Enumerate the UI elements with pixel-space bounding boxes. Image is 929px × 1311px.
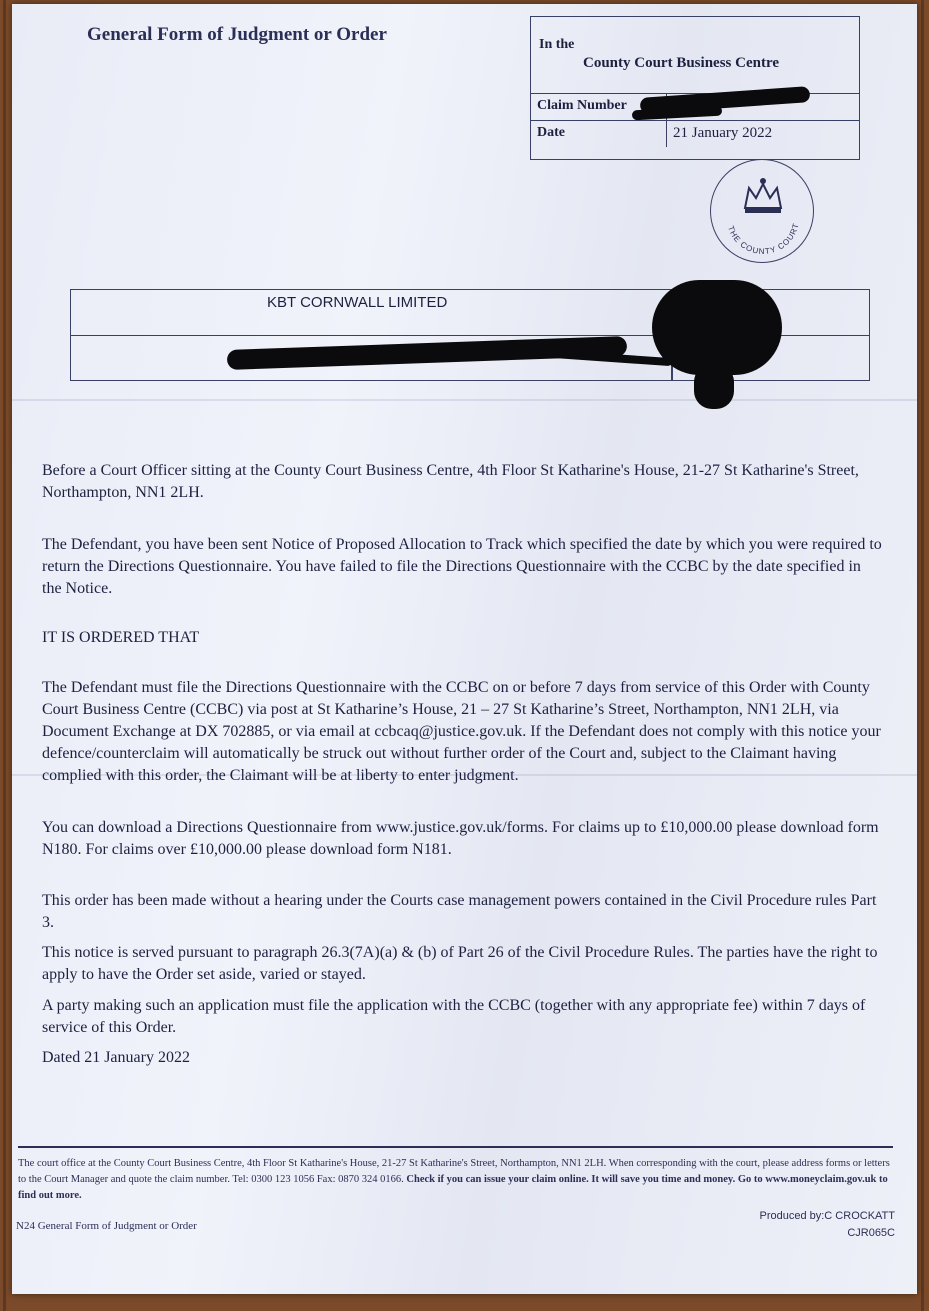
court-label: In the	[539, 37, 575, 52]
ordered-heading: IT IS ORDERED THAT	[42, 629, 200, 646]
dated-line: Dated 21 January 2022	[42, 1049, 190, 1066]
no-hearing-paragraph: This order has been made without a hearing under the Courts case management powers contained in the Civil Procedure rules Part 3.	[42, 892, 877, 931]
document-title: General Form of Judgment or Order	[87, 24, 387, 45]
court-name: County Court Business Centre	[583, 55, 779, 71]
served-paragraph: This notice is served pursuant to paragraph 26.3(7A)(a) & (b) of Part 26 of the Civil Procedure Rules. The parties have the right to apply to have the Order set aside, varied or stayed.	[42, 944, 878, 983]
footer-bold-text: Check if you can issue your claim online. It will save you time and money. Go to www.moneyclaim.gov.uk to find out more.	[18, 1174, 888, 1201]
order-document	[12, 4, 917, 1294]
notice-paragraph: The Defendant, you have been sent Notice of Proposed Allocation to Track which specified the date by which you were required to return the Directions Questionnaire. You have failed to file the Directions Questionnaire with the CCBC by the date specified in the Notice.	[42, 536, 882, 597]
form-reference: CJR065C	[847, 1227, 895, 1239]
redaction-mark	[652, 280, 782, 375]
redaction-mark	[694, 364, 734, 409]
footer-note	[18, 1156, 898, 1204]
intro-paragraph: Before a Court Officer sitting at the County Court Business Centre, 4th Floor St Katharine's House, 21-27 St Katharine's Street, Northampton, NN1 2LH.	[42, 462, 859, 501]
download-paragraph: You can download a Directions Questionnaire from www.justice.gov.uk/forms. For claims up to £10,000.00 please download form N180. For claims over £10,000.00 please download form N181.	[42, 819, 879, 858]
order-paragraph: The Defendant must file the Directions Questionnaire with the CCBC on or before 7 days from service of this Order with County Court Business Centre (CCBC) via post at St Katharine’s House, 21 – 27 St Katharine’s Street, Northampton, NN1 2LH, via Document Exchange at DX 702885, or via email at ccbcaq@justice.gov.uk. If the Defendant does not comply with this notice your defence/counterclaim will automatically be struck out without further order of the Court and, subject to the Claimant having complied with this order, the Claimant will be at liberty to enter judgment.	[42, 679, 881, 784]
date-value: 21 January 2022	[673, 125, 773, 141]
produced-by-block	[759, 1208, 895, 1242]
court-seal	[710, 159, 814, 263]
footer-text: The court office at the County Court Business Centre, 4th Floor St Katharine's House, 21-27 St Katharine's Street, Northampton, NN1 2LH. When corresponding with the court, please address forms or letters to the Court Manager and quote the claim number. Tel: 0300 123 1056 Fax: 0870 324 0166.	[18, 1158, 890, 1185]
application-paragraph: A party making such an application must file the application with the CCBC (together with any appropriate fee) within 7 days of service of this Order.	[42, 997, 866, 1036]
form-identifier: N24 General Form of Judgment or Order	[16, 1220, 197, 1232]
court-details-box	[530, 16, 860, 160]
footer-divider	[18, 1146, 893, 1148]
paper-crease	[12, 399, 917, 401]
claim-number-label: Claim Number	[531, 94, 667, 120]
seal-text: THE COUNTY COURT	[726, 221, 801, 257]
crown-icon	[711, 160, 815, 264]
date-label: Date	[531, 121, 667, 147]
produced-by: Produced by:C CROCKATT	[759, 1210, 895, 1222]
claimant-name: KBT CORNWALL LIMITED	[267, 294, 448, 311]
